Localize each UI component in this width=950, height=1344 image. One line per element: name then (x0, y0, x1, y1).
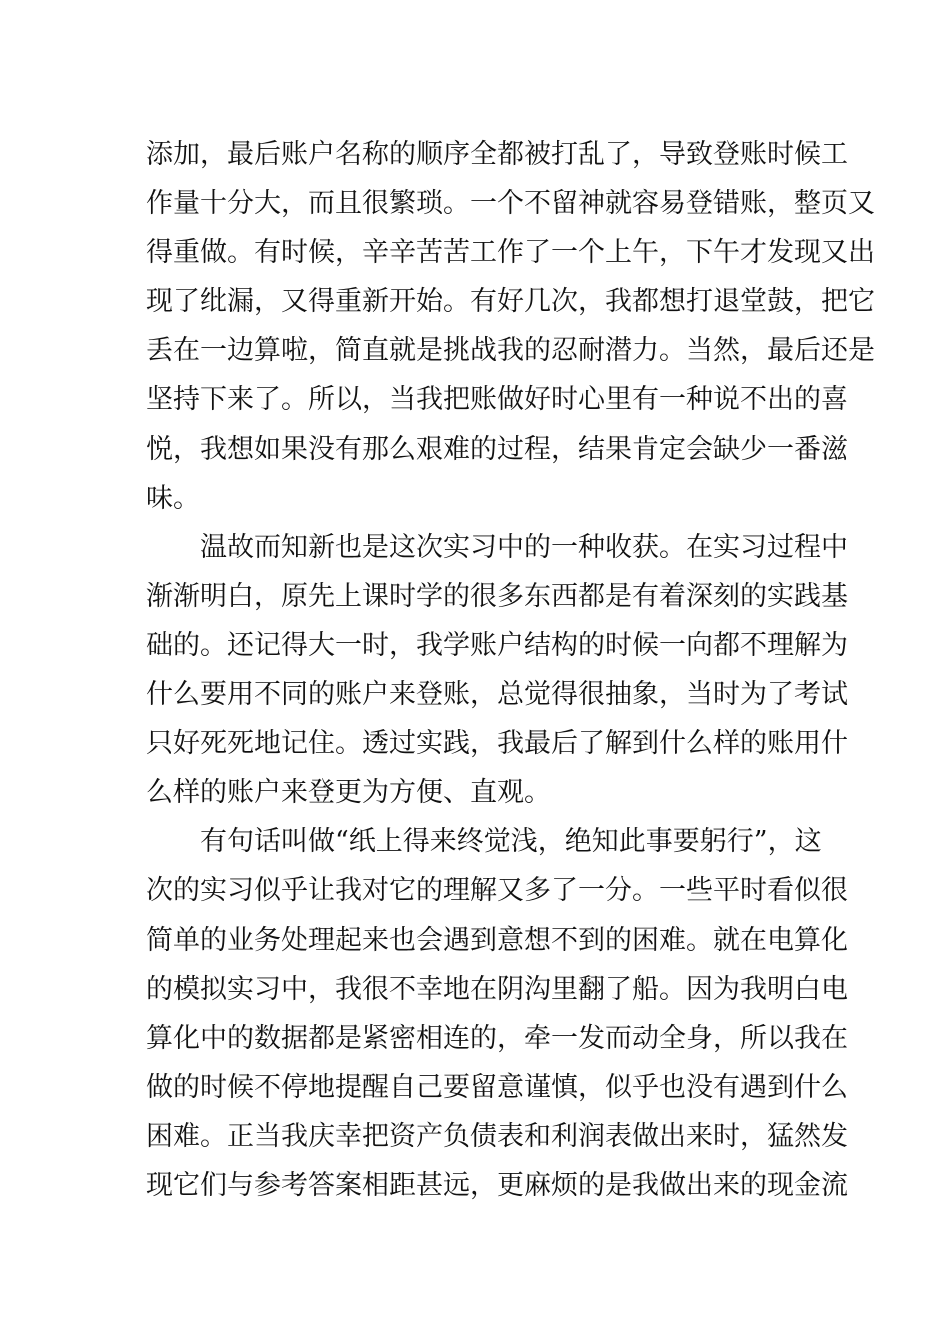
text-line: 什么要用不同的账户来登账，总觉得很抽象，当时为了考试 (146, 679, 848, 711)
paragraph (146, 817, 848, 1210)
body-text (146, 130, 875, 1210)
text-line: 现了纰漏，又得重新开始。有好几次，我都想打退堂鼓，把它 (146, 286, 875, 318)
paragraph (146, 130, 875, 523)
text-line: 做的时候不停地提醒自己要留意谨慎，似乎也没有遇到什么 (146, 1071, 848, 1103)
text-line: 悦，我想如果没有那么艰难的过程，结果肯定会缺少一番滋 (146, 433, 848, 465)
text-line: 渐渐明白，原先上课时学的很多东西都是有着深刻的实践基 (146, 580, 848, 612)
text-line: 困难。正当我庆幸把资产负债表和利润表做出来时，猛然发 (146, 1120, 848, 1152)
text-line: 有句话叫做“纸上得来终觉浅，绝知此事要躬行”，这 (200, 826, 822, 858)
paragraph (146, 523, 848, 818)
text-line: 的模拟实习中，我很不幸地在阴沟里翻了船。因为我明白电 (146, 973, 848, 1005)
text-line: 温故而知新也是这次实习中的一种收获。在实习过程中 (200, 531, 848, 563)
text-line: 添加，最后账户名称的顺序全都被打乱了，导致登账时候工 (146, 139, 848, 170)
text-line: 坚持下来了。所以，当我把账做好时心里有一种说不出的喜 (146, 384, 848, 416)
text-line: 现它们与参考答案相距甚远，更麻烦的是我做出来的现金流 (146, 1169, 848, 1201)
text-line: 么样的账户来登更为方便、直观。 (146, 777, 551, 809)
text-line: 简单的业务处理起来也会遇到意想不到的困难。就在电算化 (146, 924, 848, 956)
text-line: 味。 (146, 482, 200, 514)
text-line: 算化中的数据都是紧密相连的，牵一发而动全身，所以我在 (146, 1022, 848, 1054)
text-line: 只好死死地记住。透过实践，我最后了解到什么样的账用什 (146, 728, 848, 760)
text-line: 作量十分大，而且很繁琐。一个不留神就容易登错账，整页又 (146, 188, 875, 220)
text-line: 次的实习似乎让我对它的理解又多了一分。一些平时看似很 (146, 875, 848, 907)
text-line: 础的。还记得大一时，我学账户结构的时候一向都不理解为 (146, 629, 848, 661)
text-line: 得重做。有时候，辛辛苦苦工作了一个上午，下午才发现又出 (146, 237, 875, 269)
text-line: 丢在一边算啦，简直就是挑战我的忍耐潜力。当然，最后还是 (146, 335, 875, 367)
